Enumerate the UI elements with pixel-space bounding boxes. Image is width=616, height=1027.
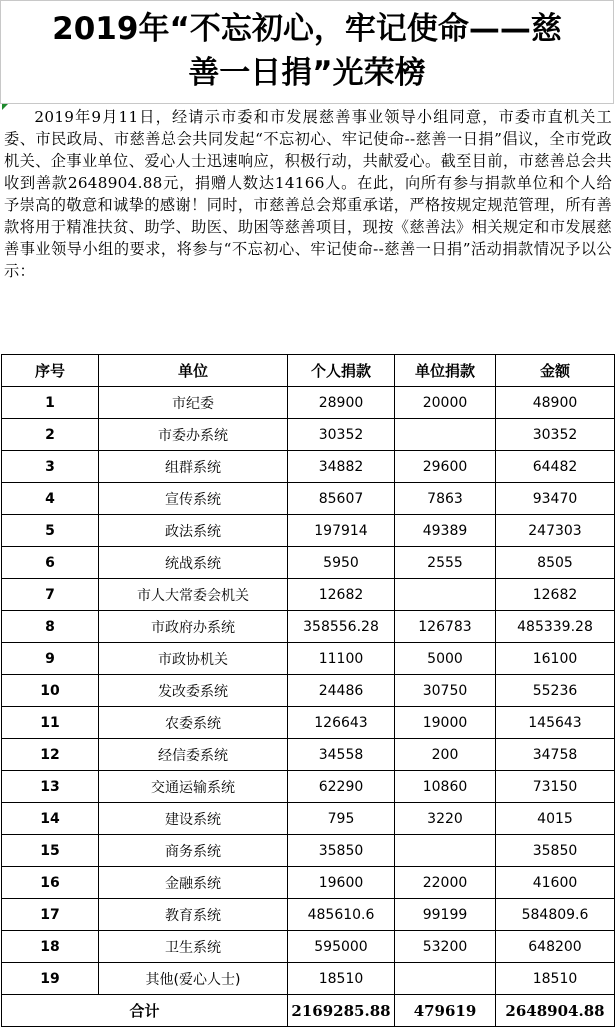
row-unit: 发改委系统 — [99, 675, 288, 707]
row-unit: 交通运输系统 — [99, 771, 288, 803]
row-personal-donation: 595000 — [288, 931, 395, 963]
row-index: 19 — [2, 963, 99, 995]
row-index: 12 — [2, 739, 99, 771]
row-personal-donation: 28900 — [288, 387, 395, 419]
title-line-2: 善一日捐”光荣榜 — [188, 55, 426, 91]
row-unit: 组群系统 — [99, 451, 288, 483]
table-row — [2, 547, 615, 579]
row-unit-donation — [395, 963, 496, 995]
row-amount: 34758 — [496, 739, 615, 771]
total-unit: 479619 — [395, 995, 496, 1027]
row-personal-donation: 358556.28 — [288, 611, 395, 643]
table-row — [2, 899, 615, 931]
row-unit-donation: 200 — [395, 739, 496, 771]
row-amount: 64482 — [496, 451, 615, 483]
row-amount: 12682 — [496, 579, 615, 611]
row-index: 9 — [2, 643, 99, 675]
page-title — [0, 0, 614, 104]
row-unit-donation: 7863 — [395, 483, 496, 515]
row-amount: 55236 — [496, 675, 615, 707]
row-personal-donation: 62290 — [288, 771, 395, 803]
row-index: 14 — [2, 803, 99, 835]
row-amount: 584809.6 — [496, 899, 615, 931]
table-row — [2, 707, 615, 739]
row-unit: 市委办系统 — [99, 419, 288, 451]
row-personal-donation: 795 — [288, 803, 395, 835]
row-personal-donation: 34882 — [288, 451, 395, 483]
row-personal-donation: 197914 — [288, 515, 395, 547]
table-row — [2, 835, 615, 867]
table-row — [2, 451, 615, 483]
table-row — [2, 419, 615, 451]
row-amount: 648200 — [496, 931, 615, 963]
row-unit-donation: 49389 — [395, 515, 496, 547]
row-unit: 卫生系统 — [99, 931, 288, 963]
row-amount: 73150 — [496, 771, 615, 803]
title-line-1: 2019年“不忘初心，牢记使命——慈 — [52, 11, 562, 47]
table-row — [2, 675, 615, 707]
donation-table — [1, 354, 615, 1027]
row-unit-donation: 3220 — [395, 803, 496, 835]
table-header-row — [2, 355, 615, 387]
row-unit-donation: 22000 — [395, 867, 496, 899]
row-personal-donation: 126643 — [288, 707, 395, 739]
row-unit-donation: 29600 — [395, 451, 496, 483]
row-unit: 政法系统 — [99, 515, 288, 547]
row-unit: 教育系统 — [99, 899, 288, 931]
table-row — [2, 867, 615, 899]
row-amount: 145643 — [496, 707, 615, 739]
total-amount: 2648904.88 — [496, 995, 615, 1027]
row-index: 11 — [2, 707, 99, 739]
row-index: 2 — [2, 419, 99, 451]
total-label: 合计 — [2, 995, 288, 1027]
row-index: 4 — [2, 483, 99, 515]
row-personal-donation: 12682 — [288, 579, 395, 611]
row-personal-donation: 19600 — [288, 867, 395, 899]
row-unit: 其他(爱心人士) — [99, 963, 288, 995]
row-amount: 247303 — [496, 515, 615, 547]
row-index: 15 — [2, 835, 99, 867]
row-personal-donation: 24486 — [288, 675, 395, 707]
row-personal-donation: 85607 — [288, 483, 395, 515]
row-unit-donation: 53200 — [395, 931, 496, 963]
row-amount: 35850 — [496, 835, 615, 867]
row-amount: 4015 — [496, 803, 615, 835]
row-index: 8 — [2, 611, 99, 643]
header-amount: 金额 — [496, 355, 615, 387]
row-amount: 48900 — [496, 387, 615, 419]
row-amount: 485339.28 — [496, 611, 615, 643]
row-unit-donation: 20000 — [395, 387, 496, 419]
table-row — [2, 931, 615, 963]
row-unit-donation: 10860 — [395, 771, 496, 803]
row-amount: 16100 — [496, 643, 615, 675]
row-personal-donation: 5950 — [288, 547, 395, 579]
row-unit: 金融系统 — [99, 867, 288, 899]
row-index: 7 — [2, 579, 99, 611]
total-personal: 2169285.88 — [288, 995, 395, 1027]
row-unit-donation: 30750 — [395, 675, 496, 707]
row-unit: 统战系统 — [99, 547, 288, 579]
table-row — [2, 483, 615, 515]
table-row — [2, 515, 615, 547]
table-row — [2, 643, 615, 675]
row-unit-donation: 2555 — [395, 547, 496, 579]
header-unit-donation: 单位捐款 — [395, 355, 496, 387]
table-row — [2, 611, 615, 643]
row-index: 16 — [2, 867, 99, 899]
row-unit: 市纪委 — [99, 387, 288, 419]
row-index: 10 — [2, 675, 99, 707]
row-unit-donation: 19000 — [395, 707, 496, 739]
table-row — [2, 739, 615, 771]
row-personal-donation: 11100 — [288, 643, 395, 675]
row-personal-donation: 18510 — [288, 963, 395, 995]
row-unit: 市政府办系统 — [99, 611, 288, 643]
intro-paragraph: 2019年9月11日，经请示市委和市发展慈善事业领导小组同意，市委市直机关工委、市民政局、市慈善总会共同发起“不忘初心、牢记使命--慈善一日捐”倡议，全市党政机关、企事业单位、爱心人士迅速响应，积极行动，共献爱心。截至目前，市慈善总会共收到善款2648904.88元，捐赠人数达14166人。在此，向所有参与捐款单位和个人给予崇高的敬意和诚挚的感谢！同时，市慈善总会郑重承诺，严格按规定规范管理，所有善款将用于精准扶贫、助学、助医、助困等慈善项目，现按《慈善法》相关规定和市发展慈善事业领导小组的要求，将参与“不忘初心、牢记使命--慈善一日捐”活动捐款情况予以公示： — [4, 108, 612, 280]
row-personal-donation: 34558 — [288, 739, 395, 771]
row-unit-donation — [395, 835, 496, 867]
table-row — [2, 803, 615, 835]
row-index: 18 — [2, 931, 99, 963]
table-total-row — [2, 995, 615, 1027]
row-personal-donation: 485610.6 — [288, 899, 395, 931]
row-amount: 41600 — [496, 867, 615, 899]
row-personal-donation: 30352 — [288, 419, 395, 451]
row-amount: 8505 — [496, 547, 615, 579]
row-index: 5 — [2, 515, 99, 547]
row-unit: 市政协机关 — [99, 643, 288, 675]
row-unit-donation: 126783 — [395, 611, 496, 643]
header-personal-donation: 个人捐款 — [288, 355, 395, 387]
table-body — [2, 387, 615, 995]
header-unit: 单位 — [99, 355, 288, 387]
table-row — [2, 771, 615, 803]
row-unit: 建设系统 — [99, 803, 288, 835]
row-unit: 商务系统 — [99, 835, 288, 867]
row-unit: 农委系统 — [99, 707, 288, 739]
row-index: 1 — [2, 387, 99, 419]
row-unit: 宣传系统 — [99, 483, 288, 515]
row-unit: 经信委系统 — [99, 739, 288, 771]
row-unit-donation — [395, 579, 496, 611]
row-unit-donation: 5000 — [395, 643, 496, 675]
row-amount: 93470 — [496, 483, 615, 515]
row-amount: 30352 — [496, 419, 615, 451]
table-row — [2, 963, 615, 995]
row-index: 17 — [2, 899, 99, 931]
row-index: 3 — [2, 451, 99, 483]
table-row — [2, 387, 615, 419]
row-amount: 18510 — [496, 963, 615, 995]
row-unit: 市人大常委会机关 — [99, 579, 288, 611]
row-unit-donation — [395, 419, 496, 451]
table-row — [2, 579, 615, 611]
row-unit-donation: 99199 — [395, 899, 496, 931]
row-personal-donation: 35850 — [288, 835, 395, 867]
row-index: 13 — [2, 771, 99, 803]
header-index: 序号 — [2, 355, 99, 387]
row-index: 6 — [2, 547, 99, 579]
